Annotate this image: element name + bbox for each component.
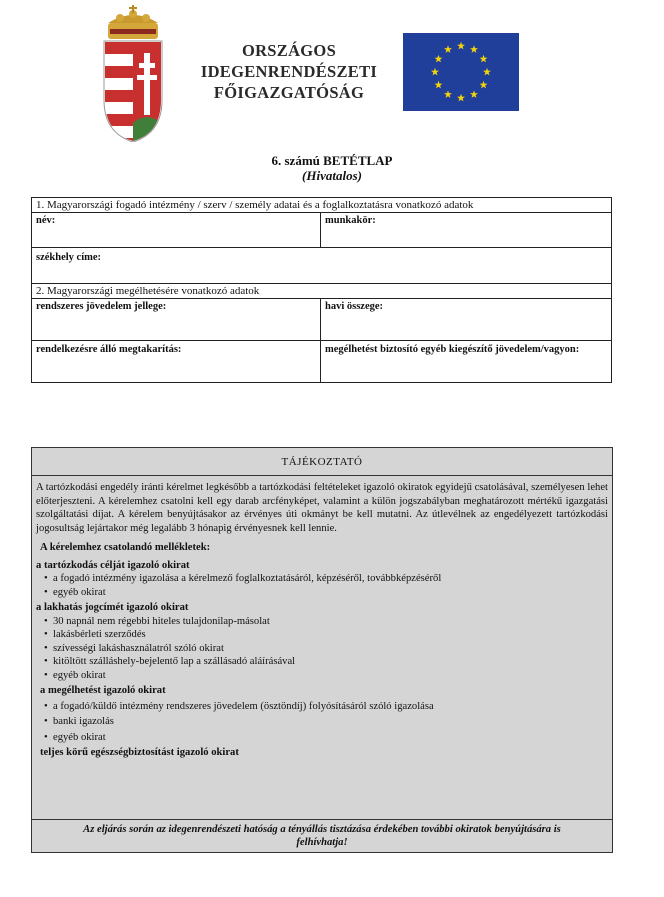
list-item: • banki igazolás [44,716,114,727]
list-item: • egyéb okirat [44,731,106,743]
info-box [31,447,613,853]
agency-line: ORSZÁGOS [241,41,337,60]
list-item: • szívességi lakáshasználatról szóló okirat [44,642,224,654]
list-item: • a fogadó intézmény igazolása a kérelmező foglalkoztatásáról, képzéséről, továbbképzéséről [44,573,442,584]
agency-name [183,40,395,103]
group-subsistence-heading: a megélhetést igazoló okirat [40,685,166,696]
nev-label: név: [36,215,56,226]
document-subtitle: (Hivatalos) [302,168,362,183]
munkakor-label: munkakör: [325,215,376,226]
agency-line: FŐIGAZGATÓSÁG [213,83,365,102]
info-title: TÁJÉKOZTATÓ [32,448,612,476]
group-housing-heading: a lakhatás jogcímét igazoló okirat [36,602,189,613]
group-purpose-heading: a tartózkodás célját igazoló okirat [36,559,190,571]
szekhely-field[interactable] [32,248,611,283]
list-item: • egyéb okirat [44,586,106,598]
megtakaritas-label: rendelkezésre álló megtakarítás: [36,344,182,355]
munkakor-field[interactable] [320,213,611,247]
havi-osszeg-label: havi összege: [325,301,384,312]
list-item: • 30 napnál nem régebbi hiteles tulajdonilap-másolat [44,615,270,627]
havi-osszeg-field[interactable] [320,299,611,340]
data-form-table [31,197,612,383]
coat-of-arms-icon [98,5,168,142]
agency-line: IDEGENRENDÉSZETI [200,62,378,81]
list-item: • kitöltött szálláshely-bejelentő lap a szállásadó aláírásával [44,656,296,667]
form-row [32,341,611,382]
list-item: • a fogadó/küldő intézmény rendszeres jövedelem (ösztöndíj) folyósításáról szóló igazolása [44,700,434,712]
list-item: • egyéb okirat [44,669,106,681]
kiegeszito-label: megélhetést biztosító egyéb kiegészítő jövedelem/vagyon: [325,344,580,355]
szekhely-label: székhely címe: [36,252,102,263]
jovedelem-label: rendszeres jövedelem jellege: [36,301,167,312]
attachments-heading: A kérelemhez csatolandó mellékletek: [40,542,211,553]
kiegeszito-field[interactable] [320,341,611,382]
info-footer-note: Az eljárás során az idegenrendészeti hatóság a tényállás tisztázása érdekében további okiratok benyújtására is felhívhatja! [32,819,612,852]
form-row [32,213,611,248]
form-row [32,299,611,341]
eu-flag-icon [403,33,519,111]
section-1-title: 1. Magyarországi fogadó intézmény / szerv / személy adatai és a foglalkoztatásra vonatkozó adatok [36,199,474,211]
section-1-header [32,198,611,213]
info-body [36,481,608,760]
document-title: 6. számú BETÉTLAP [271,153,393,168]
form-row [32,248,611,284]
info-paragraph: A tartózkodási engedély iránti kérelmet legkésőbb a tartózkodási feltételeket igazoló okiratok egyidejű csatolásával, személyesen lehet előterjeszteni. A kérelemhez csatolni kell egy darab arcfényképet, valamint a külön jogszabályban meghatározott mértékű igazgatási szolgáltatási díjat. A kérelem benyújtásakor az érvényes úti okmányt be kell mutatni. Az útlevélnek az engedélyezett tartózkodási jogosultság lejártakor még legalább 3 hónapig érvényesnek kell lennie. [36,482,608,534]
jovedelem-field[interactable] [32,299,320,340]
megtakaritas-field[interactable] [32,341,320,382]
nev-field[interactable] [32,213,320,247]
list-item: • lakásbérleti szerződés [44,629,146,640]
section-2-header [32,284,611,299]
group-insurance-heading: teljes körű egészségbiztosítást igazoló okirat [40,747,239,758]
section-2-title: 2. Magyarországi megélhetésére vonatkozó adatok [36,285,260,297]
